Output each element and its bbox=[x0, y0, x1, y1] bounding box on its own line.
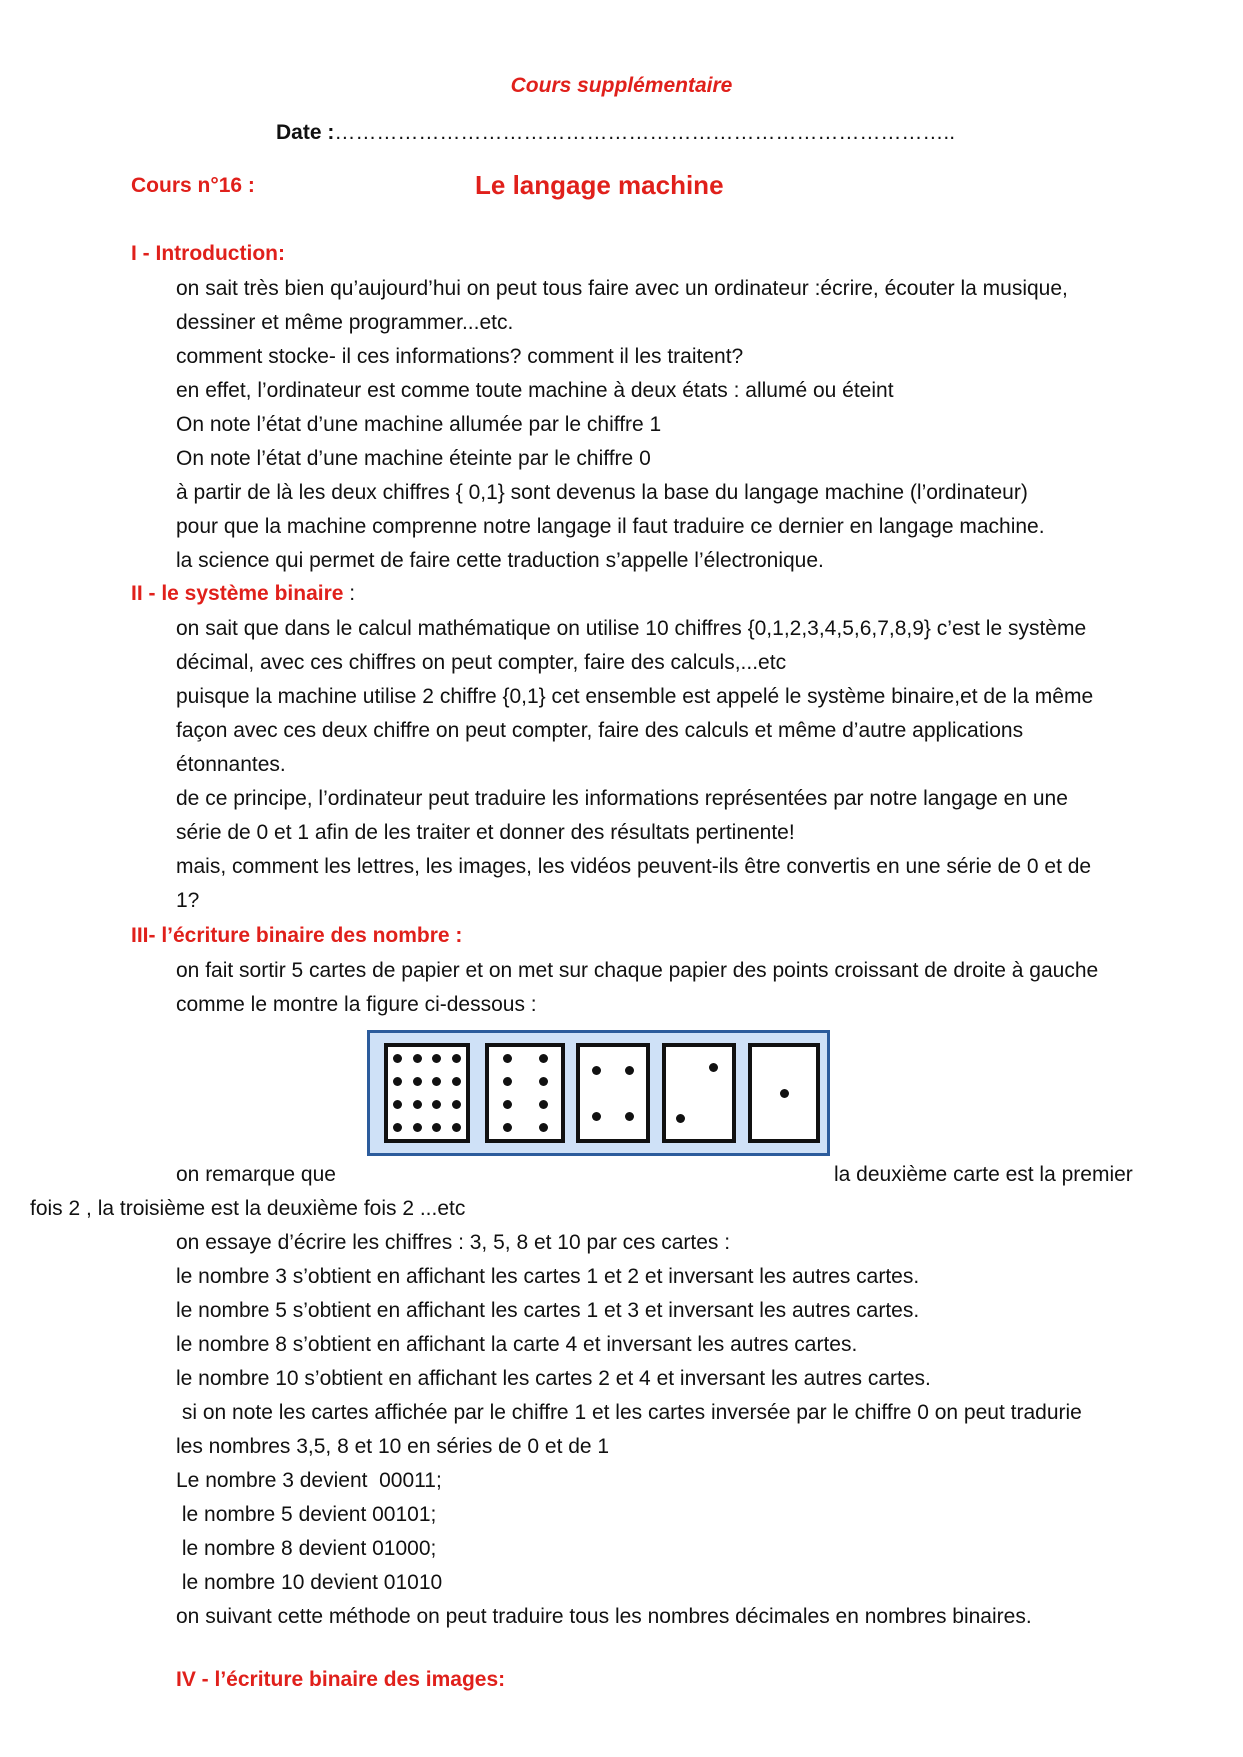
binary-system-line: décimal, avec ces chiffres on peut compter, faire des calculs,...etc bbox=[176, 651, 787, 674]
date-label: Date : bbox=[276, 121, 335, 144]
section-binary-system-title: II - le système binaire bbox=[131, 582, 344, 605]
binary-numbers-line: si on note les cartes affichée par le chiffre 1 et les cartes inversée par le chiffre 0 on peut tradurie bbox=[176, 1401, 1082, 1424]
card-dot bbox=[393, 1054, 402, 1063]
binary-numbers-line: on suivant cette méthode on peut traduire tous les nombres décimales en nombres binaires. bbox=[176, 1605, 1032, 1628]
card-8-dots bbox=[485, 1043, 565, 1143]
card-dot bbox=[503, 1054, 512, 1063]
card-dot bbox=[413, 1054, 422, 1063]
intro-line: On note l’état d’une machine allumée par le chiffre 1 bbox=[176, 413, 662, 436]
card-dot bbox=[452, 1054, 461, 1063]
date-line bbox=[276, 121, 955, 145]
card-dot bbox=[413, 1100, 422, 1109]
card-dot bbox=[503, 1123, 512, 1132]
section-binary-system-colon: : bbox=[343, 582, 356, 605]
binary-system-line: on sait que dans le calcul mathématique on utilise 10 chiffres {0,1,2,3,4,5,6,7,8,9} c’est le système bbox=[176, 617, 1087, 640]
card-dot bbox=[592, 1066, 601, 1075]
intro-line: à partir de là les deux chiffres { 0,1} sont devenus la base du langage machine (l’ordinateur) bbox=[176, 481, 1028, 504]
card-dot bbox=[452, 1100, 461, 1109]
card-dot bbox=[780, 1089, 789, 1098]
remark-right: la deuxième carte est la premier bbox=[834, 1163, 1133, 1186]
section-binary-numbers-heading: III- l’écriture binaire des nombre : bbox=[131, 924, 463, 947]
card-dot bbox=[625, 1112, 634, 1121]
binary-system-line: étonnantes. bbox=[176, 753, 286, 776]
card-dot bbox=[503, 1077, 512, 1086]
card-dot bbox=[539, 1054, 548, 1063]
section-binary-images-heading: IV - l’écriture binaire des images: bbox=[176, 1668, 506, 1691]
binary-numbers-line: le nombre 3 s’obtient en affichant les cartes 1 et 2 et inversant les autres cartes. bbox=[176, 1265, 920, 1288]
binary-numbers-line: le nombre 8 devient 01000; bbox=[176, 1537, 437, 1560]
remark-left: on remarque que bbox=[176, 1163, 336, 1186]
card-dot bbox=[393, 1077, 402, 1086]
intro-line: pour que la machine comprenne notre langage il faut traduire ce dernier en langage machine. bbox=[176, 515, 1045, 538]
card-dot bbox=[539, 1077, 548, 1086]
card-dot bbox=[676, 1114, 685, 1123]
intro-line: en effet, l’ordinateur est comme toute machine à deux états : allumé ou éteint bbox=[176, 379, 894, 402]
binary-numbers-line: le nombre 8 s’obtient en affichant la carte 4 et inversant les autres cartes. bbox=[176, 1333, 858, 1356]
course-number: Cours n°16 : bbox=[131, 174, 255, 197]
date-dots: …………………………………………………………………………….. bbox=[334, 121, 956, 144]
intro-line: On note l’état d’une machine éteinte par le chiffre 0 bbox=[176, 447, 651, 470]
card-dot bbox=[452, 1123, 461, 1132]
intro-line: comment stocke- il ces informations? comment il les traitent? bbox=[176, 345, 744, 368]
binary-numbers-line: comme le montre la figure ci-dessous : bbox=[176, 993, 537, 1016]
section-intro-heading: I - Introduction: bbox=[131, 242, 285, 265]
binary-numbers-line: le nombre 10 devient 01010 bbox=[176, 1571, 443, 1594]
card-dot bbox=[432, 1077, 441, 1086]
card-dot bbox=[625, 1066, 634, 1075]
card-dot bbox=[592, 1112, 601, 1121]
card-16-dots bbox=[384, 1043, 470, 1143]
binary-numbers-line: les nombres 3,5, 8 et 10 en séries de 0 et de 1 bbox=[176, 1435, 610, 1458]
cards-figure bbox=[367, 1030, 830, 1156]
card-dot bbox=[413, 1077, 422, 1086]
intro-line: on sait très bien qu’aujourd’hui on peut tous faire avec un ordinateur :écrire, écouter la musique, bbox=[176, 277, 1068, 300]
section-binary-system-heading bbox=[131, 582, 355, 606]
card-4-dots bbox=[576, 1043, 650, 1143]
binary-numbers-line: on fait sortir 5 cartes de papier et on met sur chaque papier des points croissant de droite à gauche bbox=[176, 959, 1099, 982]
card-dot bbox=[539, 1100, 548, 1109]
card-dot bbox=[432, 1100, 441, 1109]
binary-numbers-line: on essaye d’écrire les chiffres : 3, 5, 8 et 10 par ces cartes : bbox=[176, 1231, 731, 1254]
binary-system-line: 1? bbox=[176, 889, 200, 912]
binary-system-line: puisque la machine utilise 2 chiffre {0,1} cet ensemble est appelé le système binaire,et de la même bbox=[176, 685, 1094, 708]
binary-numbers-line: le nombre 5 devient 00101; bbox=[176, 1503, 437, 1526]
binary-numbers-line: le nombre 5 s’obtient en affichant les cartes 1 et 3 et inversant les autres cartes. bbox=[176, 1299, 920, 1322]
binary-system-line: façon avec ces deux chiffre on peut compter, faire des calculs et même d’autre applications bbox=[176, 719, 1024, 742]
binary-numbers-line: le nombre 10 s’obtient en affichant les cartes 2 et 4 et inversant les autres cartes. bbox=[176, 1367, 931, 1390]
card-dot bbox=[393, 1100, 402, 1109]
binary-numbers-line: Le nombre 3 devient 00011; bbox=[176, 1469, 442, 1492]
card-dot bbox=[393, 1123, 402, 1132]
card-dot bbox=[503, 1100, 512, 1109]
card-dot bbox=[432, 1123, 441, 1132]
card-dot bbox=[539, 1123, 548, 1132]
binary-system-line: mais, comment les lettres, les images, les vidéos peuvent-ils être convertis en une série de 0 et de bbox=[176, 855, 1092, 878]
remark-continuation: fois 2 , la troisième est la deuxième fois 2 ...etc bbox=[30, 1197, 466, 1220]
card-dot bbox=[452, 1077, 461, 1086]
card-dot bbox=[413, 1123, 422, 1132]
intro-line: la science qui permet de faire cette traduction s’appelle l’électronique. bbox=[176, 549, 824, 572]
card-dot bbox=[709, 1063, 718, 1072]
card-dot bbox=[432, 1054, 441, 1063]
top-title: Cours supplémentaire bbox=[510, 74, 733, 97]
course-title: Le langage machine bbox=[475, 170, 724, 200]
card-1-dot bbox=[748, 1043, 820, 1143]
card-2-dots bbox=[662, 1043, 736, 1143]
binary-system-line: série de 0 et 1 afin de les traiter et donner des résultats pertinente! bbox=[176, 821, 795, 844]
intro-line: dessiner et même programmer...etc. bbox=[176, 311, 514, 334]
binary-system-line: de ce principe, l’ordinateur peut traduire les informations représentées par notre langage en une bbox=[176, 787, 1068, 810]
